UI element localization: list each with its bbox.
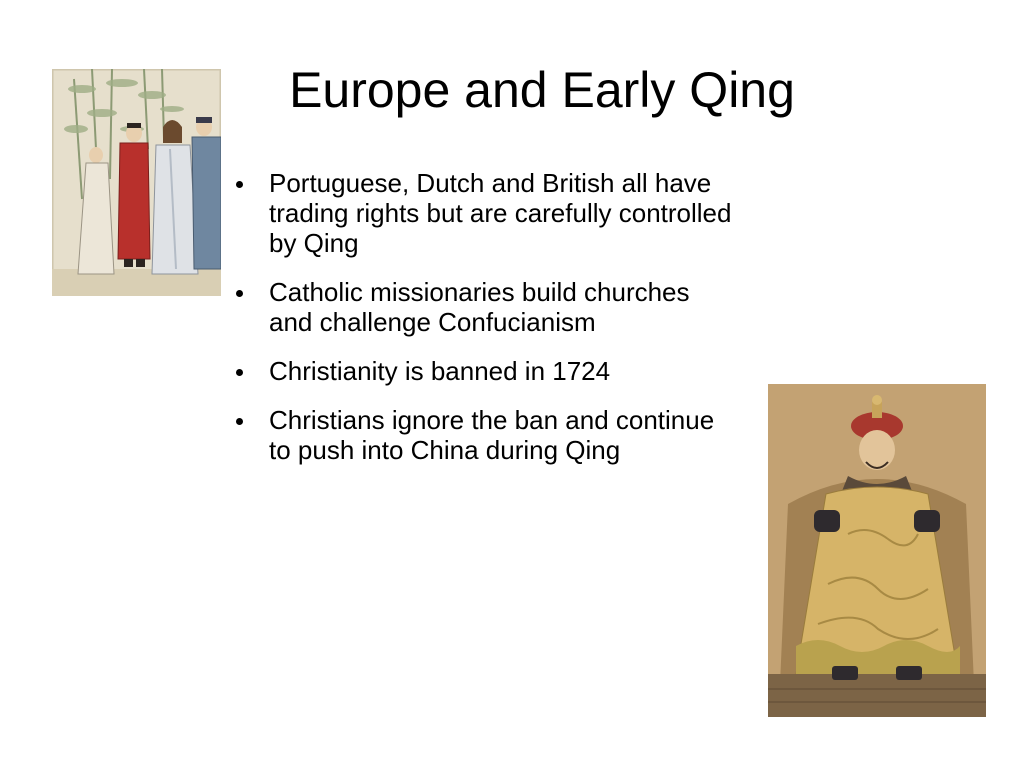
bullet-text: Christians ignore the ban and continue to push into China during Qing xyxy=(269,405,715,465)
slide-title: Europe and Early Qing xyxy=(289,62,795,118)
bullet-item xyxy=(236,168,736,258)
bullet-text: Portuguese, Dutch and British all have trading rights but are carefully controlled by Qing xyxy=(269,168,732,258)
missionaries-painting xyxy=(52,69,221,296)
bullet-item xyxy=(236,356,736,386)
bullet-item xyxy=(236,277,736,337)
bullet-dot-icon xyxy=(236,181,243,188)
bullet-dot-icon xyxy=(236,369,243,376)
bullet-dot-icon xyxy=(236,418,243,425)
bullet-item xyxy=(236,405,736,465)
missionaries-painting-icon xyxy=(52,69,221,296)
qing-emperor-portrait-icon xyxy=(768,384,986,717)
bullet-text: Catholic missionaries build churches and challenge Confucianism xyxy=(269,277,690,337)
bullet-dot-icon xyxy=(236,290,243,297)
qing-emperor-portrait xyxy=(768,384,986,717)
bullet-list xyxy=(236,168,736,484)
bullet-text: Christianity is banned in 1724 xyxy=(269,356,611,386)
